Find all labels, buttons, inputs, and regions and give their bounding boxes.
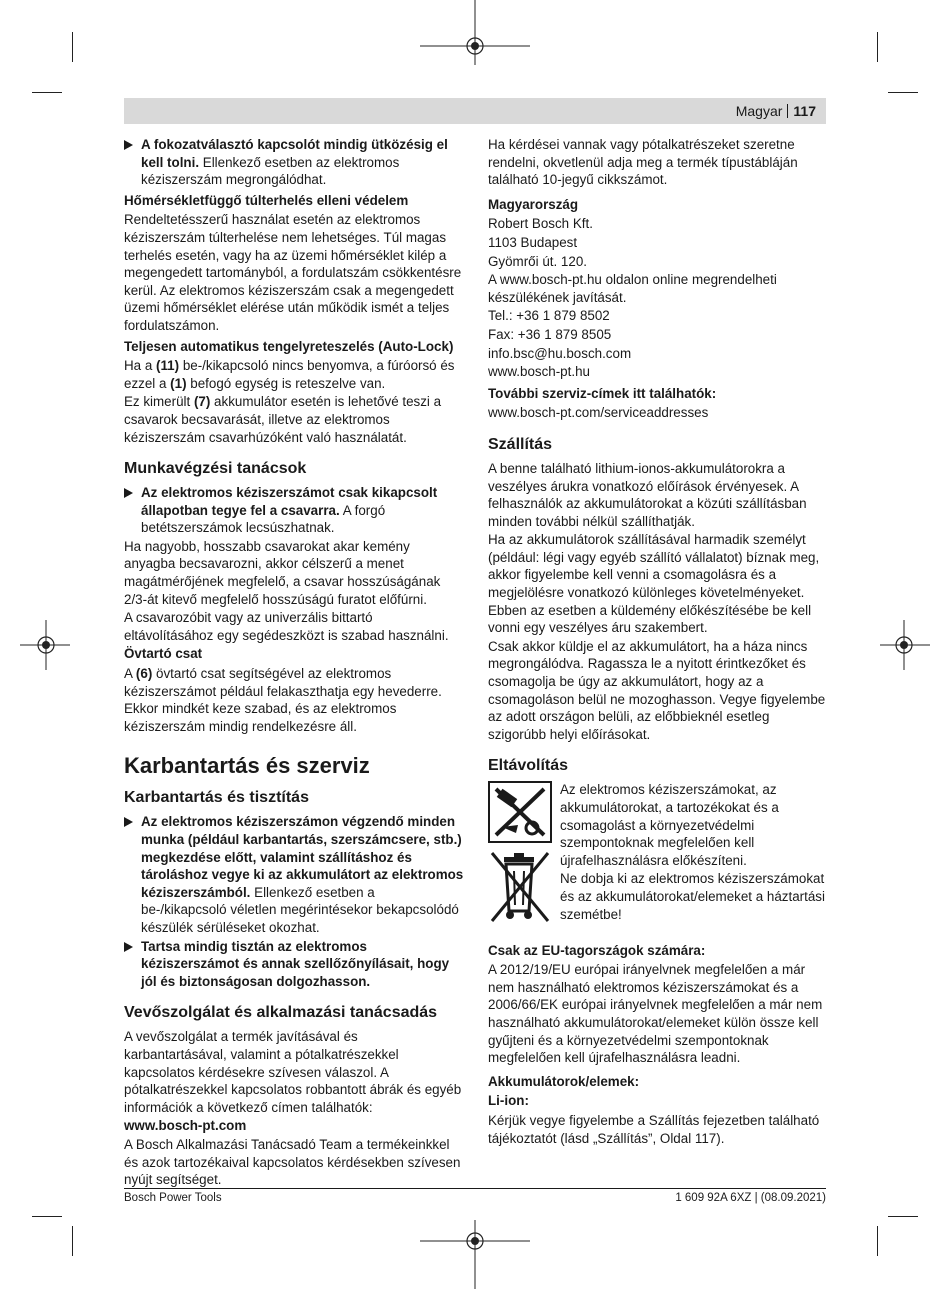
more-addresses-url[interactable]: www.bosch-pt.com/serviceaddresses	[488, 405, 709, 421]
footer-left: Bosch Power Tools	[124, 1192, 222, 1204]
bullet-triangle-icon	[124, 817, 133, 827]
crop-mark	[888, 1216, 918, 1217]
eu-heading: Csak az EU-tagországok számára:	[488, 942, 706, 958]
disposal-texts	[560, 781, 826, 927]
transport-paragraph-1: A benne található lithium-ionos-akkumulátorokra a veszélyes árukra vonatkozó előírások érvényesek. A felhasználók az akkumulátorokat a közúti szállításban minden további nélkül szállíthatják.	[488, 460, 807, 529]
crop-mark	[32, 1216, 62, 1217]
bullet-triangle-icon	[124, 488, 133, 498]
liion-paragraph: Kérjük vegye figyelembe a Szállítás fejezetben található tájékoztatót (lásd „Szállítás”, Oldal 117).	[488, 1112, 820, 1146]
autolock-paragraph-2: Ez kimerült (7) akkumulátor esetén is lehetővé teszi a csavarok becsavarását, illetve az elektromos kéziszerszám csavarhúzóként való használatát.	[124, 394, 442, 445]
autolock-heading: Teljesen automatikus tengelyreteszelés (Auto-Lock)	[124, 338, 454, 354]
autolock-paragraph-1: Ha a (11) be-/kikapcsoló nincs benyomva, a fúróorsó és ezzel a (1) befogó egység is reteszelve van.	[124, 358, 455, 391]
address-line: Robert Bosch Kft.	[488, 216, 593, 232]
liion-heading: Li-ion:	[488, 1093, 529, 1109]
footer-right: 1 609 92A 6XZ | (08.09.2021)	[675, 1192, 826, 1204]
page-header	[736, 103, 816, 119]
footer-rule	[124, 1188, 826, 1189]
bullet-text: Ellenkező esetben a be-/kikapcsoló véletlen megérintésekor bekapcsolódó készülék sérüléseket okozhat.	[141, 884, 459, 935]
right-column	[488, 136, 826, 1148]
crop-mark	[72, 1226, 73, 1256]
transport-paragraph-3: Csak akkor küldje el az akkumulátort, ha a háza nincs megrongálódva. Ragassza le a nyitott érintkezőket és csomagolja be úgy az akkumulátort, hogy az a csomagoláson belül ne mozoghasson. Vegye figyelembe az adott országon belüli, az előbbieknél esetleg szigorúbb helyi előírásokat.	[488, 638, 826, 742]
left-column	[124, 136, 464, 1190]
bullet-bold-text: A fokozatválasztó kapcsolót mindig ütközésig el kell tolni.	[141, 137, 448, 170]
transport-heading: Szállítás	[488, 435, 553, 453]
disposal-paragraph-1: Az elektromos kéziszerszámokat, az akkumulátorokat, a tartozékokat és a csomagolást a környezetvédelmi szempontoknak megfelelően kell újrafelhasználásra előkészíteni.	[560, 782, 779, 868]
service-url[interactable]: www.bosch-pt.com	[124, 1118, 247, 1134]
disposal-block	[488, 781, 826, 927]
contact-phone: Tel.: +36 1 879 8502	[488, 308, 610, 324]
service-paragraph-1: A vevőszolgálat a termék javításával és karbantartásával, valamint a pótalkatrészekkel kapcsolatos kérdésekre szívesen válaszol. A pótalkatrészekkel kapcsolatos robbantott ábrák és egyéb információk a következő címen találhatók:	[124, 1029, 462, 1115]
header-band	[124, 98, 826, 124]
online-order-text: A www.bosch-pt.hu oldalon online megrendelheti készülékének javítását.	[488, 272, 777, 305]
registration-mark-icon	[20, 620, 70, 670]
bullet-bold-text: Az elektromos kéziszerszámot csak kikapcsolt állapotban tegye fel a csavarra.	[141, 485, 438, 518]
bullet-text: A forgó betétszerszámok lecsúszhatnak.	[141, 502, 386, 536]
more-addresses-heading: További szerviz-címek itt találhatók:	[488, 385, 717, 401]
battery-heading: Akkumulátorok/elemek:	[488, 1073, 640, 1089]
contact-website[interactable]: www.bosch-pt.hu	[488, 364, 590, 380]
recycle-tools-icon	[488, 781, 552, 843]
registration-mark-icon	[420, 0, 530, 92]
belt-clip-heading: Övtartó csat	[124, 646, 203, 662]
bullet-bold-text: Tartsa mindig tisztán az elektromos kéziszerszámot és annak szellőzőnyílásait, hogy jól és biztonságosan dolgozhasson.	[141, 938, 450, 989]
contact-fax: Fax: +36 1 879 8505	[488, 326, 612, 342]
maintenance-cleaning-heading: Karbantartás és tisztítás	[124, 789, 309, 807]
disposal-paragraph-2: Ne dobja ki az elektromos kéziszerszámokat és az akkumulátorokat/elemeket a háztartási szemétbe!	[560, 871, 825, 922]
page-number: 117	[793, 103, 816, 119]
crop-mark	[877, 1226, 878, 1256]
header-language: Magyar	[735, 103, 783, 119]
registration-mark-icon	[880, 620, 930, 670]
bullet-triangle-icon	[124, 140, 133, 150]
safety-bullet	[124, 136, 464, 189]
contact-email[interactable]: info.bsc@hu.bosch.com	[488, 345, 632, 361]
safety-bullet	[124, 813, 464, 936]
safety-bullet	[124, 484, 464, 537]
bullet-triangle-icon	[124, 942, 133, 952]
overload-paragraph: Rendeltetésszerű használat esetén az elektromos kéziszerszám túlterhelése nem lehetséges. Túl magas terhelés esetén, vagy ha az üzemi hőmérséklet kilép a megengedett tartományból, a fordulatszám csökkentésre kerül. Az elektromos kéziszerszám csak a megengedett üzemi hőmérséklet elérése után működik ismét a teljes fordulatszámon.	[124, 212, 462, 333]
address-line: Gyömrői út. 120.	[488, 253, 587, 269]
address-line: 1103 Budapest	[488, 234, 578, 250]
country-heading: Magyarország	[488, 196, 579, 212]
header-separator	[787, 104, 788, 118]
crop-mark	[32, 92, 62, 93]
service-paragraph-2: A Bosch Alkalmazási Tanácsadó Team a termékeinkkel és azok tartozékaival kapcsolatos kérdésekben szívesen nyújt segítséget.	[124, 1136, 461, 1188]
crop-mark	[888, 92, 918, 93]
work-tips-heading: Munkavégzési tanácsok	[124, 460, 307, 478]
disposal-heading: Eltávolítás	[488, 757, 569, 775]
eu-paragraph: A 2012/19/EU európai irányelvnek megfelelően a már nem használható elektromos kéziszerszámokat és a 2006/66/EK európai irányelvnek megfelelően a már nem használható akkumulátorokat/elemeket külön össze kell gyűjteni és a környezetvédelmi szempontoknak megfelelően kell újrafelhasználásra leadni.	[488, 962, 823, 1066]
maintenance-title: Karbantartás és szerviz	[124, 753, 370, 779]
screw-paragraph-1: Ha nagyobb, hosszabb csavarokat akar kemény anyagba becsavarozni, akkor célszerű a menet magátmérőjének megfelelő, a csavar hosszúságának 2/3-át kitevő megfelelő hosszúságú furatot előfúrni.	[124, 538, 441, 607]
transport-paragraph-2: Ha az akkumulátorok szállításával harmadik személyt (például: légi vagy egyéb szállító vállalatot) bíznak meg, akkor figyelembe kell venni a csomagolásra és a megjelölésre vonatkozó különleges követelményeket. Ebben az esetben a küldemény előkészítésébe be kell vonni egy veszélyes áru szakembert.	[488, 532, 820, 636]
screw-paragraph-2: A csavarozóbit vagy az univerzális bittartó eltávolításához egy segédeszközt is szabad használni.	[124, 610, 449, 643]
intro-paragraph: Ha kérdései vannak vagy pótalkatrészeket szeretne rendelni, okvetlenül adja meg a termék típustábláján található 10-jegyű cikkszámot.	[488, 137, 798, 188]
crop-mark	[72, 32, 73, 62]
disposal-icons	[488, 781, 553, 927]
bullet-bold-text: Az elektromos kéziszerszámon végzendő minden munka (például karbantartás, szerszámcsere, stb.) megkezdése előtt, valamint szállításhoz és tároláshoz vegye ki az akkumulátort az elektromos kéziszerszámból.	[141, 814, 464, 900]
belt-clip-paragraph: A (6) övtartó csat segítségével az elektromos kéziszerszámot például felakaszthatja egy hevederre. Ekkor mindkét keze szabad, és az elektromos kéziszerszám mindig rendelkezésre áll.	[124, 666, 442, 734]
crop-mark	[877, 32, 878, 62]
overload-heading: Hőmérsékletfüggő túlterhelés elleni védelem	[124, 192, 409, 208]
bullet-text: Ellenkező esetben az elektromos kéziszerszám megrongálódhat.	[141, 154, 400, 188]
service-heading: Vevőszolgálat és alkalmazási tanácsadás	[124, 1004, 438, 1022]
crossed-bin-icon	[488, 851, 552, 923]
safety-bullet	[124, 938, 464, 991]
registration-mark-icon	[420, 1195, 530, 1289]
